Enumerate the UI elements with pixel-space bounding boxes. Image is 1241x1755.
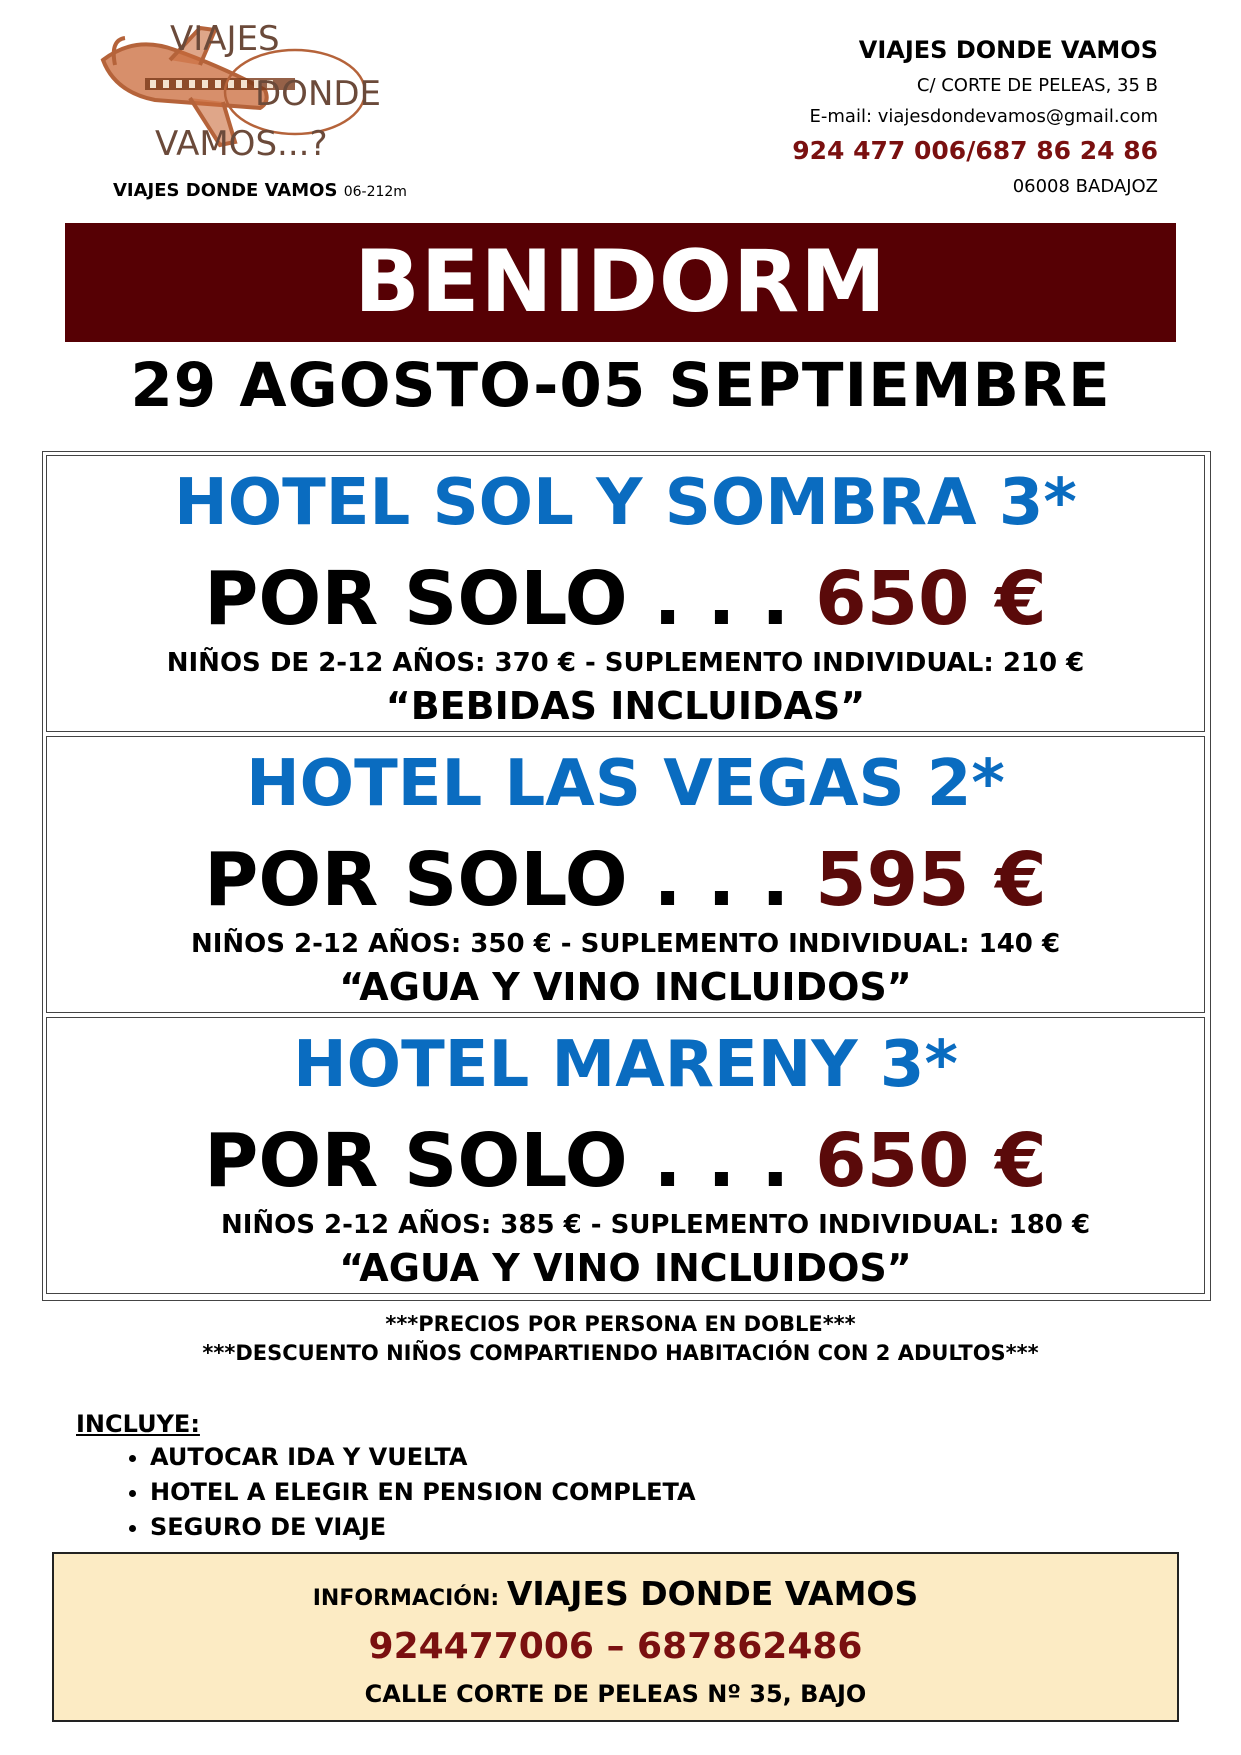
info-label: INFORMACIÓN: bbox=[312, 1586, 507, 1611]
svg-text:VAMOS...?: VAMOS...? bbox=[155, 124, 328, 164]
agency-email[interactable]: E-mail: viajesdondevamos@gmail.com bbox=[809, 106, 1158, 127]
price-note: ***PRECIOS POR PERSONA EN DOBLE*** bbox=[385, 1312, 856, 1336]
svg-text:VIAJES: VIAJES bbox=[170, 20, 280, 59]
price-prefix: POR SOLO . . . bbox=[204, 837, 816, 923]
discount-note: ***DESCUENTO NIÑOS COMPARTIENDO HABITACIÓN CON 2 ADULTOS*** bbox=[202, 1341, 1039, 1365]
hotel-card bbox=[46, 455, 1205, 732]
hotel-drinks: “AGUA Y VINO INCLUIDOS” bbox=[339, 1246, 912, 1290]
trip-dates: 29 AGOSTO-05 SEPTIEMBRE bbox=[130, 350, 1111, 421]
hotel-price: 650 € bbox=[815, 556, 1047, 642]
hotel-name: HOTEL SOL Y SOMBRA 3* bbox=[174, 466, 1077, 540]
agency-address: C/ CORTE DE PELEAS, 35 B bbox=[916, 75, 1158, 96]
hotel-name: HOTEL LAS VEGAS 2* bbox=[246, 747, 1005, 821]
hotel-price: 650 € bbox=[815, 1118, 1047, 1204]
logo-caption-name: VIAJES DONDE VAMOS bbox=[113, 180, 338, 201]
agency-logo bbox=[95, 20, 440, 170]
includes-list bbox=[110, 1440, 696, 1545]
hotel-price-row bbox=[47, 1118, 1204, 1204]
agency-name: VIAJES DONDE VAMOS bbox=[858, 36, 1158, 64]
hotel-details: NIÑOS 2-12 AÑOS: 385 € - SUPLEMENTO INDIVIDUAL: 180 € bbox=[220, 1210, 1091, 1240]
hotel-price-row bbox=[47, 837, 1204, 923]
info-agency-name: VIAJES DONDE VAMOS bbox=[506, 1574, 919, 1613]
list-item: • AUTOCAR IDA Y VUELTA bbox=[150, 1440, 696, 1475]
list-item: • HOTEL A ELEGIR EN PENSION COMPLETA bbox=[150, 1475, 696, 1510]
info-phones: 924477006 – 687862486 bbox=[368, 1626, 863, 1667]
svg-text:DONDE: DONDE bbox=[255, 74, 382, 114]
agency-postal-city: 06008 BADAJOZ bbox=[1012, 176, 1158, 197]
hotel-details: NIÑOS 2-12 AÑOS: 350 € - SUPLEMENTO INDIVIDUAL: 140 € bbox=[190, 929, 1061, 959]
hotel-price: 595 € bbox=[815, 837, 1047, 923]
price-prefix: POR SOLO . . . bbox=[204, 1118, 816, 1204]
price-prefix: POR SOLO . . . bbox=[204, 556, 816, 642]
includes-title: INCLUYE: bbox=[76, 1410, 200, 1438]
logo-caption-code: 06-212m bbox=[343, 184, 407, 200]
hotel-name: HOTEL MARENY 3* bbox=[293, 1028, 958, 1102]
info-box bbox=[52, 1552, 1179, 1722]
list-item: • SEGURO DE VIAJE bbox=[150, 1510, 696, 1545]
info-heading bbox=[54, 1574, 1177, 1613]
airplane-logo-icon bbox=[95, 20, 440, 170]
hotel-details: NIÑOS DE 2-12 AÑOS: 370 € - SUPLEMENTO INDIVIDUAL: 210 € bbox=[166, 648, 1085, 678]
hotels-table bbox=[42, 451, 1211, 1301]
agency-phones: 924 477 006/687 86 24 86 bbox=[792, 136, 1158, 165]
hotel-card bbox=[46, 1017, 1205, 1294]
hotel-drinks: “AGUA Y VINO INCLUIDOS” bbox=[339, 965, 912, 1009]
hotel-price-row bbox=[47, 556, 1204, 642]
info-address: CALLE CORTE DE PELEAS Nº 35, BAJO bbox=[364, 1680, 867, 1708]
destination-title: BENIDORM bbox=[354, 232, 887, 332]
hotel-card bbox=[46, 736, 1205, 1013]
title-banner bbox=[65, 223, 1176, 342]
logo-caption bbox=[113, 180, 407, 201]
hotel-drinks: “BEBIDAS INCLUIDAS” bbox=[385, 684, 866, 728]
